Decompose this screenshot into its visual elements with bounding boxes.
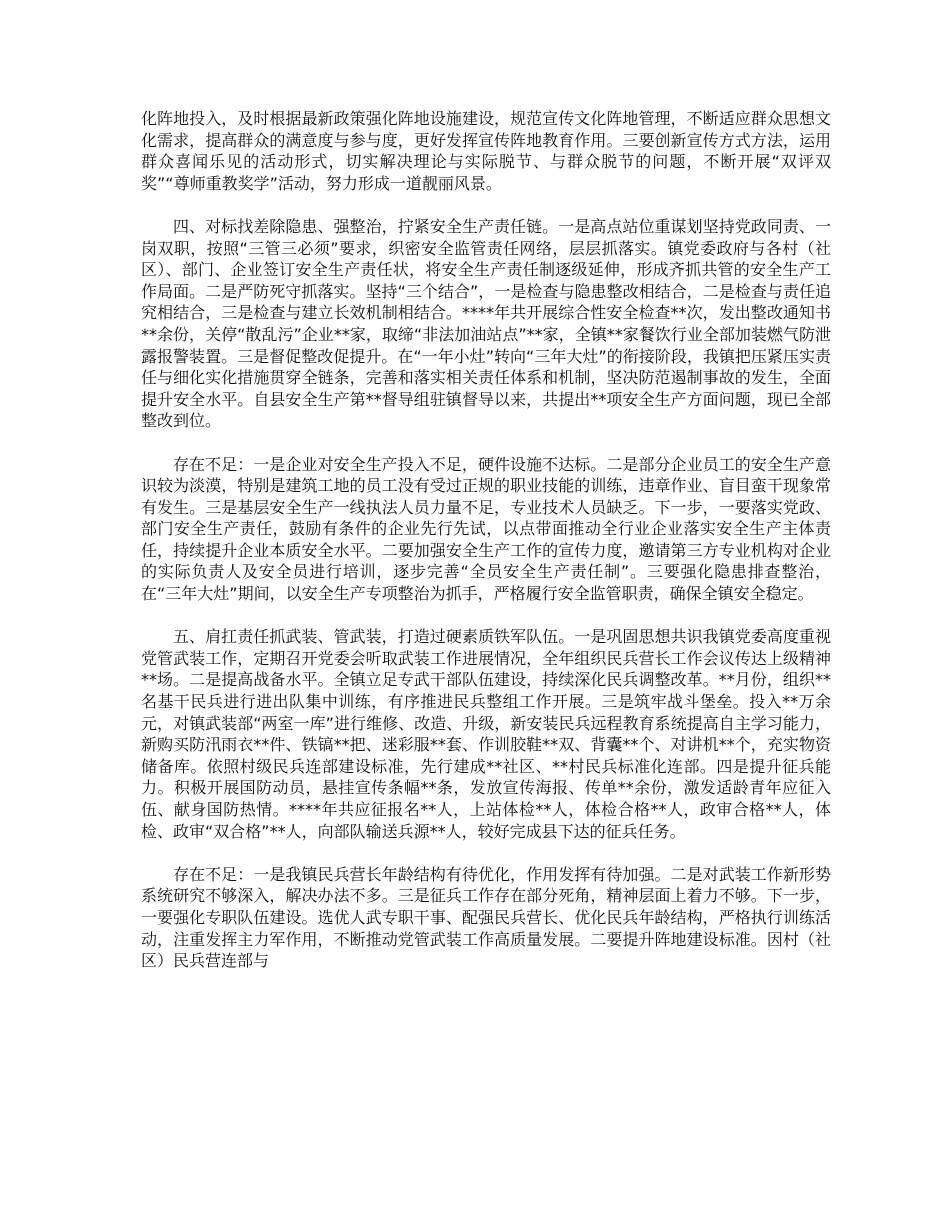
paragraph-5: 存在不足：一是我镇民兵营长年龄结构有待优化，作用发挥有待加强。二是对武装工作新形势系统研究不够深入，解决办法不多。三是征兵工作存在部分死角，精神层面上着力不够。下一步，一要强化专职队伍建设。选优人武专职干事、配强民兵营长、优化民兵年龄结构，严格执行训练活动，注重发挥主力军作用，不断推动党管武装工作高质量发展。二要提升阵地建设标准。因村（社区）民兵营连部与 [141, 864, 831, 971]
document-body [141, 108, 831, 972]
paragraph-3: 存在不足：一是企业对安全生产投入不足，硬件设施不达标。二是部分企业员工的安全生产意识较为淡漠，特别是建筑工地的员工没有受过正规的职业技能的训练，违章作业、盲目蛮干现象常有发生。三是基层安全生产一线执法人员力量不足，专业技术人员缺乏。下一步，一要落实党政、部门安全生产责任，鼓励有条件的企业先行先试，以点带面推动全行业企业落实安全生产主体责任，持续提升企业本质安全水平。二要加强安全生产工作的宣传力度，邀请第三方专业机构对企业的实际负责人及安全员进行培训，逐步完善“全员安全生产责任制”。三要强化隐患排查整治，在“三年大灶”期间，以安全生产专项整治为抓手，严格履行安全监管职责，确保全镇安全稳定。 [141, 454, 831, 604]
paragraph-2: 四、对标找差除隐患、强整治，拧紧安全生产责任链。一是高点站位重谋划坚持党政同责、一岗双职，按照“三管三必须”要求，织密安全监管责任网络，层层抓落实。镇党委政府与各村（社区）、部门、企业签订安全生产责任状，将安全生产责任制逐级延伸，形成齐抓共管的安全生产工作局面。二是严防死守抓落实。坚持“三个结合”，一是检查与隐患整改相结合，二是检查与责任追究相结合，三是检查与建立长效机制相结合。****年共开展综合性安全检查**次，发出整改通知书**余份，关停“散乱污”企业**家，取缔“非法加油站点”**家，全镇**家餐饮行业全部加装燃气防泄露报警装置。三是督促整改促提升。在“一年小灶”转向“三年大灶”的衔接阶段，我镇把压紧压实责任与细化实化措施贯穿全链条，完善和落实相关责任体系和机制，坚决防范遏制事故的发生，全面提升安全水平。自县安全生产第**督导组驻镇督导以来，共提出**项安全生产方面问题，现已全部整改到位。 [141, 216, 831, 431]
paragraph-4: 五、肩扛责任抓武装、管武装，打造过硬素质铁军队伍。一是巩固思想共识我镇党委高度重视党管武装工作，定期召开党委会听取武装工作进展情况，全年组织民兵营长工作会议传达上级精神**场。二是提高战备水平。全镇立足专武干部队伍建设，持续深化民兵调整改革。**月份，组织**名基干民兵进行进出队集中训练，有序推进民兵整组工作开展。三是筑牢战斗堡垒。投入**万余元，对镇武装部“两室一库”进行维修、改造、升级，新安装民兵远程教育系统提高自主学习能力，新购买防汛雨衣**件、铁镐**把、迷彩服**套、作训胶鞋**双、背囊**个、对讲机**个，充实物资储备库。依照村级民兵连部建设标准，先行建成**社区、**村民兵标准化连部。四是提升征兵能力。积极开展国防动员，悬挂宣传条幅**条，发放宣传海报、传单**余份，激发适龄青年应征入伍、献身国防热情。****年共应征报名**人，上站体检**人，体检合格**人，政审合格**人，体检、政审“双合格”**人，向部队输送兵源**人，较好完成县下达的征兵任务。 [141, 627, 831, 841]
paragraph-1: 化阵地投入，及时根据最新政策强化阵地设施建设，规范宣传文化阵地管理，不断适应群众思想文化需求，提高群众的满意度与参与度，更好发挥宣传阵地教育作用。三要创新宣传方式方法，运用群众喜闻乐见的活动形式，切实解决理论与实际脱节、与群众脱节的问题，不断开展“双评双奖”“尊师重教奖学”活动，努力形成一道靓丽风景。 [141, 109, 831, 193]
